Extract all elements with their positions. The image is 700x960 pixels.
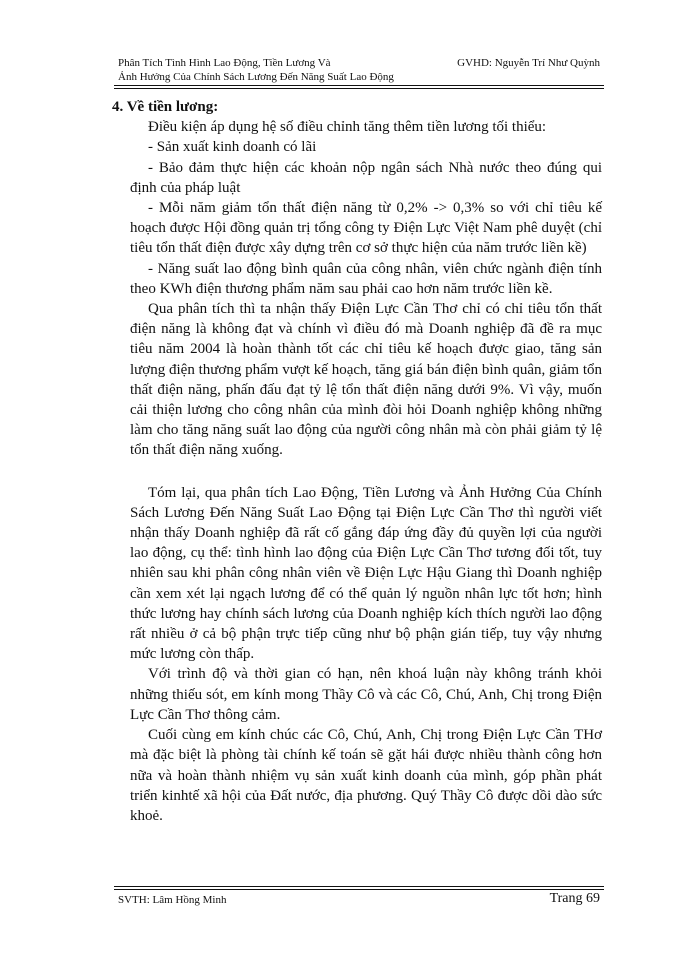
paragraph: Với trình độ và thời gian có hạn, nên khoá luận này không tránh khỏi những thiếu sót, em kính mong Thầy Cô và các Cô, Chú, Anh, Chị trong Điện Lực Cần Thơ thông cảm. bbox=[130, 666, 602, 723]
page-number: Trang 69 bbox=[549, 891, 600, 906]
footer-rule-thick bbox=[114, 889, 604, 890]
header-advisor: GVHD: Nguyễn Trí Như Quỳnh bbox=[457, 57, 600, 69]
list-item: - Năng suất lao động bình quân của công nhân, viên chức ngành điện tính theo KWh điện thương phẩm năm sau phải cao hơn năm trước liền kề. bbox=[130, 260, 602, 297]
paragraph: Điều kiện áp dụng hệ số điều chỉnh tăng thêm tiền lương tối thiểu: bbox=[148, 119, 547, 136]
paragraph: Cuối cùng em kính chúc các Cô, Chú, Anh, Chị trong Điện Lực Cần THơ mà đặc biệt là phòng tài chính kế toán sẽ gặt hái được nhiều thành công hơn nữa và hoàn thành nhiệm vụ sản xuất kinh doanh của mình, góp phần phát triển kinhtế xã hội của Đất nước, địa phương. Quý Thầy Cô được dồi dào sức khoẻ. bbox=[130, 727, 602, 824]
header-rule-thick bbox=[114, 85, 604, 86]
page-body bbox=[112, 97, 602, 826]
list-item: - Mỗi năm giảm tổn thất điện năng từ 0,2% -> 0,3% so với chỉ tiêu kế hoạch được Hội đồng quản trị tổng công ty Điện Lực Việt Nam phê duyệt (chỉ tiêu tổn thất điện được xây dựng trên cơ sở thực hiện của năm trước liền kề) bbox=[130, 200, 602, 257]
section-heading: 4. Về tiền lương: bbox=[112, 99, 219, 115]
header-title-line2: Ảnh Hưởng Của Chính Sách Lương Đến Năng Suất Lao Động bbox=[118, 71, 394, 83]
page-header bbox=[118, 56, 600, 92]
footer-rule-thin bbox=[114, 886, 604, 887]
list-item: - Sản xuất kinh doanh có lãi bbox=[148, 139, 317, 156]
header-rule-thin bbox=[114, 88, 604, 89]
footer-author: SVTH: Lâm Hồng Minh bbox=[118, 894, 227, 906]
header-title-line1: Phân Tích Tình Hình Lao Động, Tiền Lương Và bbox=[118, 57, 331, 69]
header-title bbox=[118, 56, 394, 84]
list-item: - Bảo đảm thực hiện các khoản nộp ngân sách Nhà nước theo đúng qui định của pháp luật bbox=[130, 159, 602, 196]
paragraph-gap bbox=[130, 461, 602, 483]
paragraph: Tóm lại, qua phân tích Lao Động, Tiền Lương và Ảnh Hưởng Của Chính Sách Lương Đến Năng Suất Lao Động tại Điện Lực Cần Thơ thì người viết nhận thấy Doanh nghiệp đã rất cố gắng đáp ứng đầy đủ quyền lợi của người lao động, cụ thể: tình hình lao động của Điện Lực Cần Thơ tương đối tốt, tuy nhiên sau khi phân công nhân viên về Điện Lực Hậu Giang thì Doanh nghiệp cần xem xét lại ngạch lương để có thể quản lý nguồn nhân lực tốt hơn; hình thức lương hay chính sách lương của Doanh nghiệp kích thích người lao động rất nhiều ở cả bộ phận trực tiếp cũng như bộ phận gián tiếp, tuy vậy nhưng mức lương còn thấp. bbox=[130, 484, 602, 663]
paragraph: Qua phân tích thì ta nhận thấy Điện Lực Cần Thơ chỉ có chỉ tiêu tổn thất điện năng là không đạt và chính vì điều đó mà Doanh nghiệp đã đề ra mục tiêu năm 2004 là hoàn thành tốt các chỉ tiêu kế hoạch được giao, tăng sản lượng điện thương phẩm vượt kế hoạch, tăng giá bán điện bình quân, giảm tổn thất điện năng, phấn đấu đạt tỷ lệ tổn thất điện năng dưới 9%. Vì vậy, muốn cải thiện lương cho công nhân của mình đòi hỏi Doanh nghiệp không những làm cho tăng năng suất lao động của người công nhân mà còn phải giảm tỷ lệ tổn thất điện năng xuống. bbox=[130, 301, 602, 459]
